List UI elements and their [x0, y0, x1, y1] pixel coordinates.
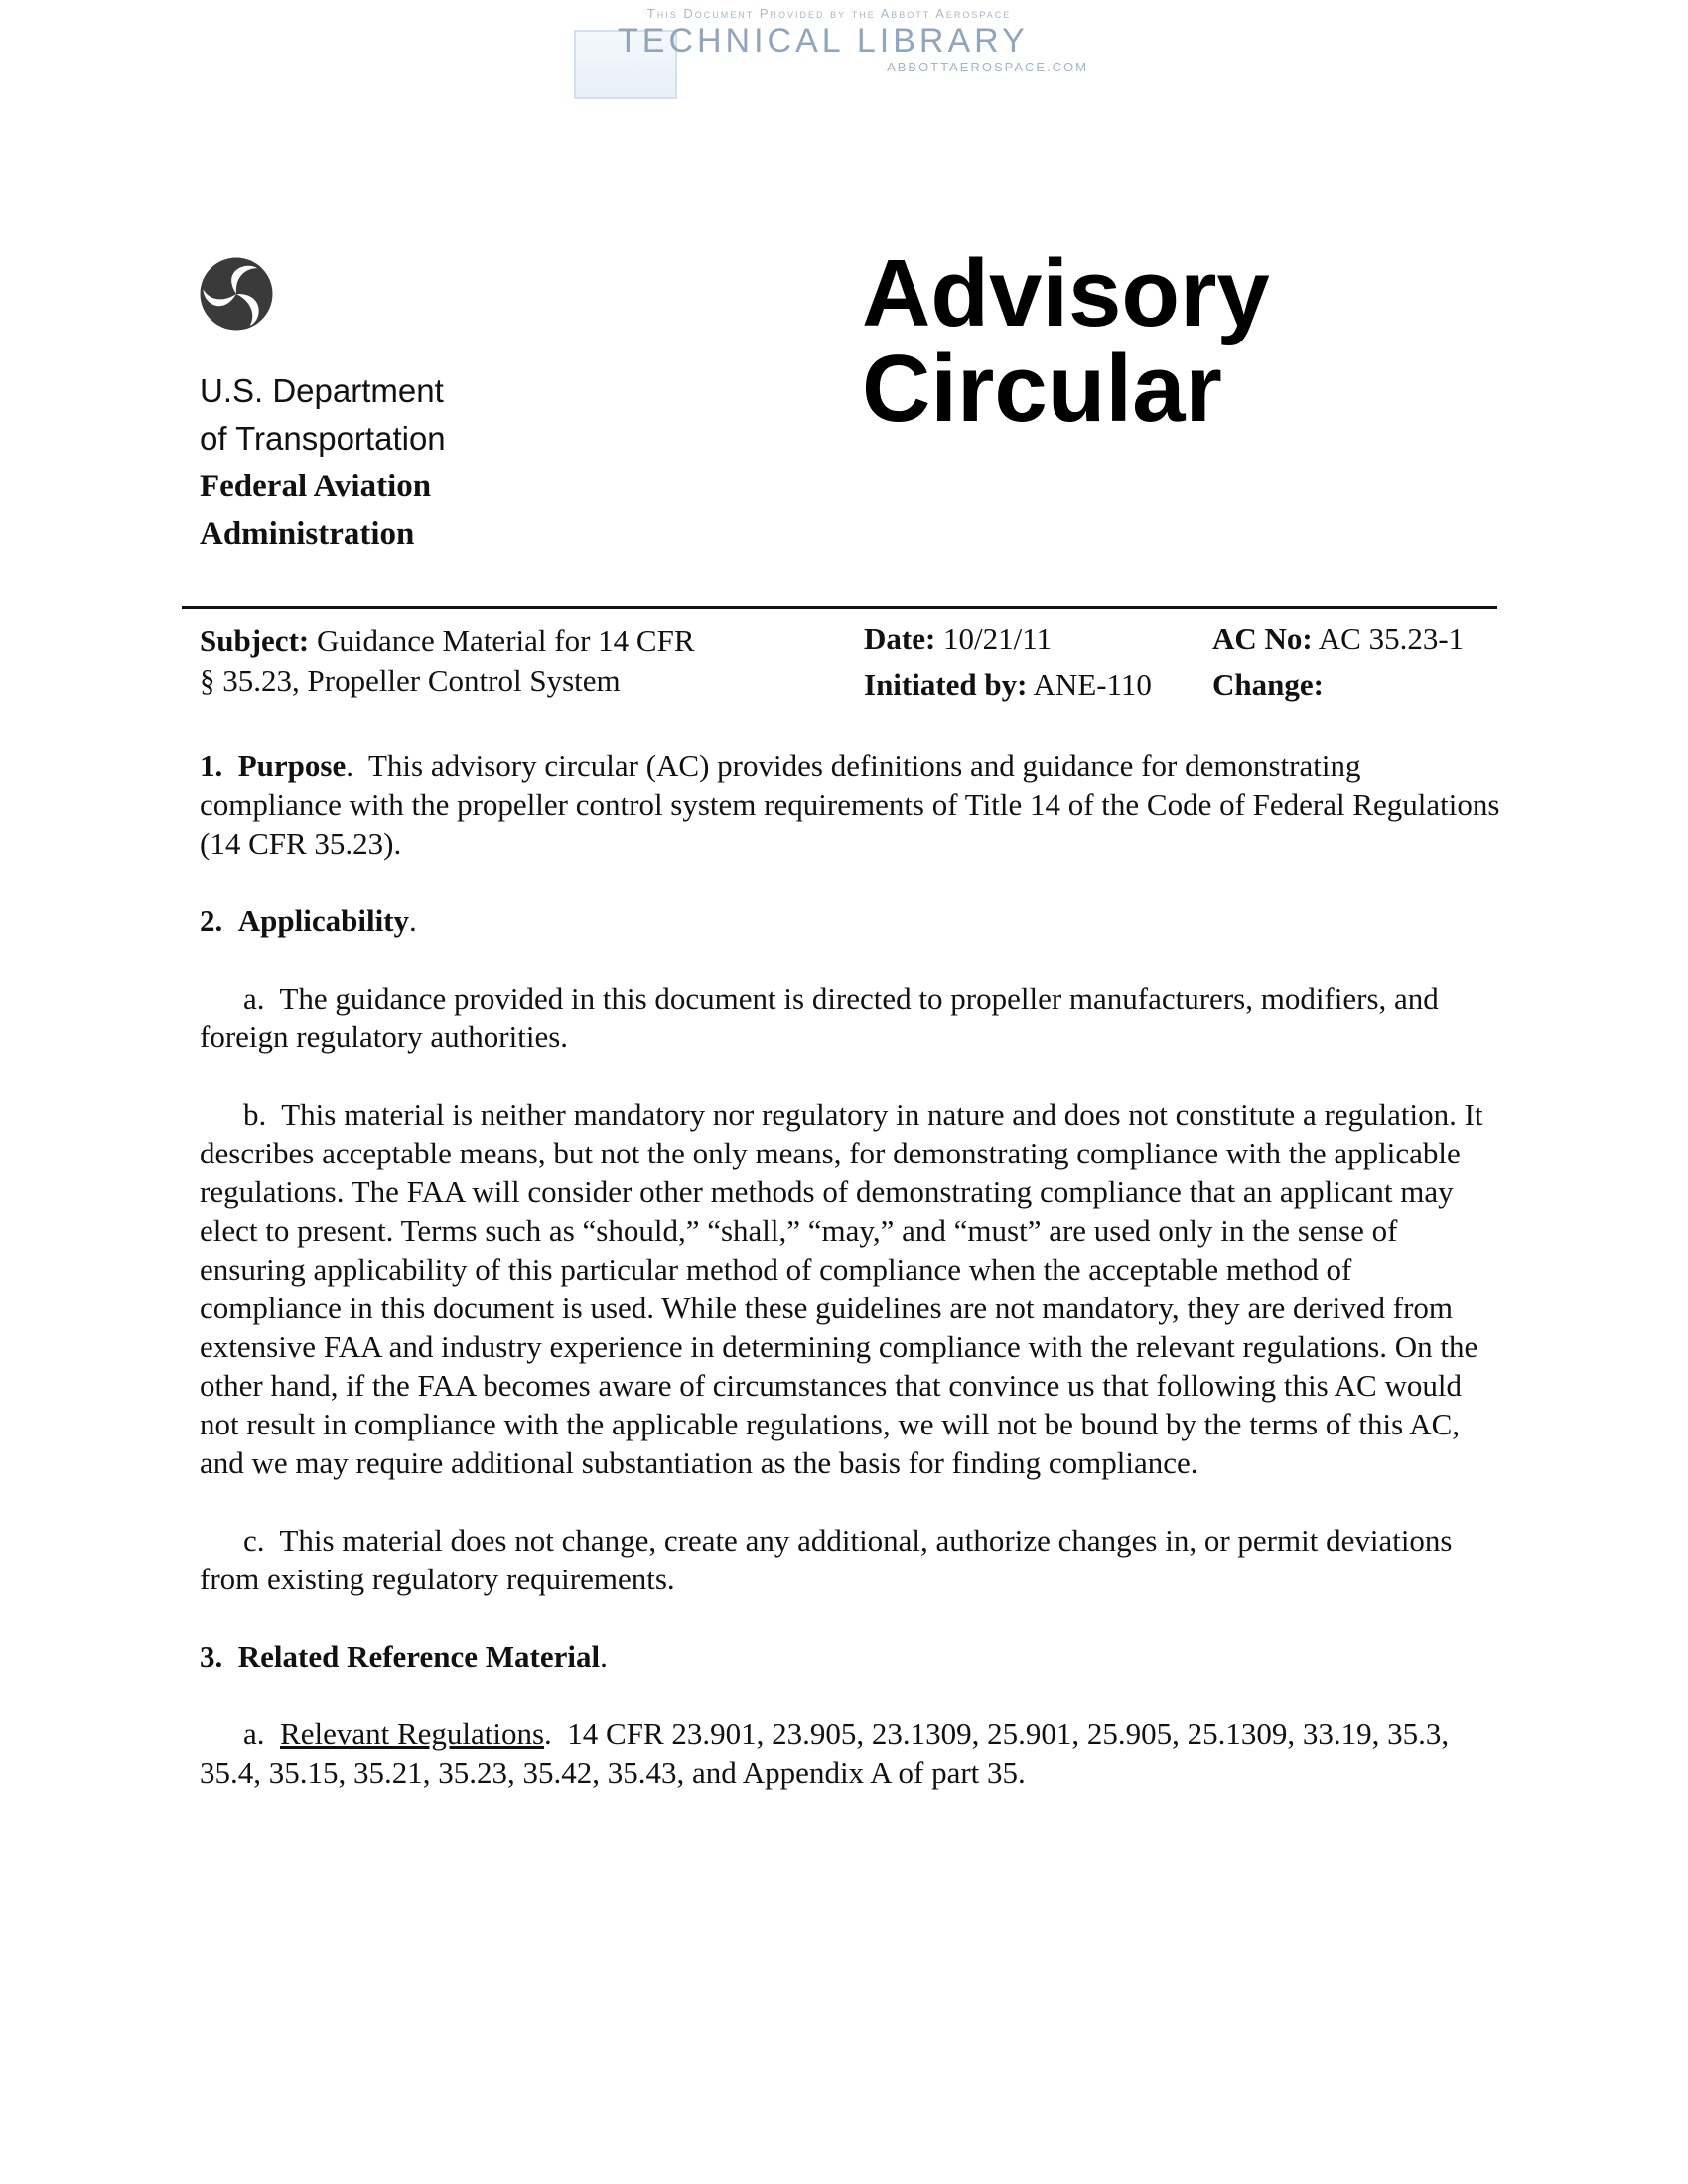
agency-line-2: of Transportation	[200, 420, 446, 457]
dot-logo-icon	[199, 256, 274, 332]
reference-a-text: 14 CFR 23.901, 23.905, 23.1309, 25.901, 25.905, 25.1309, 33.19, 35.3, 35.4, 35.15, 35.21, 35.23, 35.42, 35.43, and Appendix A of part 35.	[200, 1716, 1450, 1790]
section-applicability-heading: 2. Applicability.	[200, 903, 417, 938]
watermark-top-line: This Document Provided by the Abbott Aerospace	[646, 6, 1012, 21]
ac-number-field	[1212, 619, 1464, 659]
section-purpose: 1. Purpose. This advisory circular (AC) provides definitions and guidance for demonstrating compliance with the propeller control system requirements of Title 14 of the Code of Federal Regulations (14 CFR 35.23).	[200, 749, 1500, 861]
purpose-heading: Purpose	[237, 749, 347, 783]
change-label: Change:	[1212, 667, 1324, 702]
section-reference-heading: 3. Related Reference Material.	[200, 1639, 608, 1674]
document-body	[200, 747, 1500, 1831]
subject-block	[200, 621, 695, 701]
applicability-item-a	[200, 979, 1500, 1056]
agency-line-1: U.S. Department	[200, 372, 444, 409]
date-field	[864, 619, 1052, 659]
applicability-c-label: c.	[243, 1523, 265, 1558]
applicability-item-c	[200, 1521, 1500, 1598]
applicability-number: 2.	[200, 903, 223, 938]
applicability-b-label: b.	[243, 1097, 267, 1132]
watermark-url: ABBOTTAEROSPACE.COM	[887, 60, 1088, 74]
title-line-2: Circular	[862, 336, 1222, 442]
reference-heading: Related Reference Material	[237, 1639, 601, 1674]
title-line-1: Advisory	[862, 240, 1270, 346]
applicability-a-label: a.	[243, 981, 265, 1016]
reference-a-title: Relevant Regulations	[280, 1716, 545, 1751]
reference-number: 3.	[200, 1639, 223, 1674]
applicability-heading: Applicability	[237, 903, 410, 938]
ac-number-value: AC 35.23-1	[1318, 621, 1465, 656]
initiated-value: ANE-110	[1033, 667, 1152, 702]
agency-block	[200, 367, 446, 558]
applicability-a-text: The guidance provided in this document is directed to propeller manufacturers, modifiers, and foreign regulatory authorities.	[200, 981, 1439, 1054]
agency-line-3: Federal Aviation	[200, 469, 432, 504]
date-value: 10/21/11	[943, 621, 1053, 656]
subject-line-1: Guidance Material for 14 CFR	[316, 623, 695, 658]
date-label: Date:	[864, 621, 936, 656]
agency-line-4: Administration	[200, 516, 415, 552]
purpose-text: This advisory circular (AC) provides definitions and guidance for demonstrating compliance with the propeller control system requirements of Title 14 of the Code of Federal Regulations (14 CFR 35.23).	[200, 749, 1500, 861]
reference-item-a: a. Relevant Regulations. 14 CFR 23.901, 23.905, 23.1309, 25.901, 25.905, 25.1309, 33.19, 35.3, 35.4, 35.15, 35.21, 35.23, 35.42, 35.43, and Appendix A of part 35.	[200, 1716, 1450, 1790]
watermark-title: TECHNICAL LIBRARY	[618, 22, 1029, 60]
purpose-number: 1.	[200, 749, 223, 783]
initiated-field	[864, 665, 1152, 705]
initiated-label: Initiated by:	[864, 667, 1028, 702]
header-divider	[182, 606, 1497, 609]
subject-label: Subject:	[200, 623, 310, 658]
watermark	[574, 4, 1090, 93]
document-title	[862, 240, 1270, 442]
reference-a-label: a.	[243, 1716, 265, 1751]
applicability-b-text: This material is neither mandatory nor regulatory in nature and does not constitute a regulation. It describes acceptable means, but not the only means, for demonstrating compliance with the applicable regulations. The FAA will consider other methods of demonstrating compliance that an applicant may elect to present. Terms such as “should,” “shall,” “may,” and “must” are used only in the sense of ensuring applicability of this particular method of compliance when the acceptable method of compliance in this document is used. While these guidelines are not mandatory, they are derived from extensive FAA and industry experience in determining compliance with the relevant regulations. On the other hand, if the FAA becomes aware of circumstances that convince us that following this AC would not result in compliance with the applicable regulations, we will not be bound by the terms of this AC, and we may require additional substantiation as the basis for finding compliance.	[200, 1097, 1483, 1480]
applicability-item-b	[200, 1095, 1500, 1482]
change-field	[1212, 665, 1324, 705]
applicability-c-text: This material does not change, create any additional, authorize changes in, or permit deviations from existing regulatory requirements.	[200, 1523, 1453, 1596]
ac-number-label: AC No:	[1212, 621, 1313, 656]
subject-line-2: § 35.23, Propeller Control System	[200, 663, 621, 698]
